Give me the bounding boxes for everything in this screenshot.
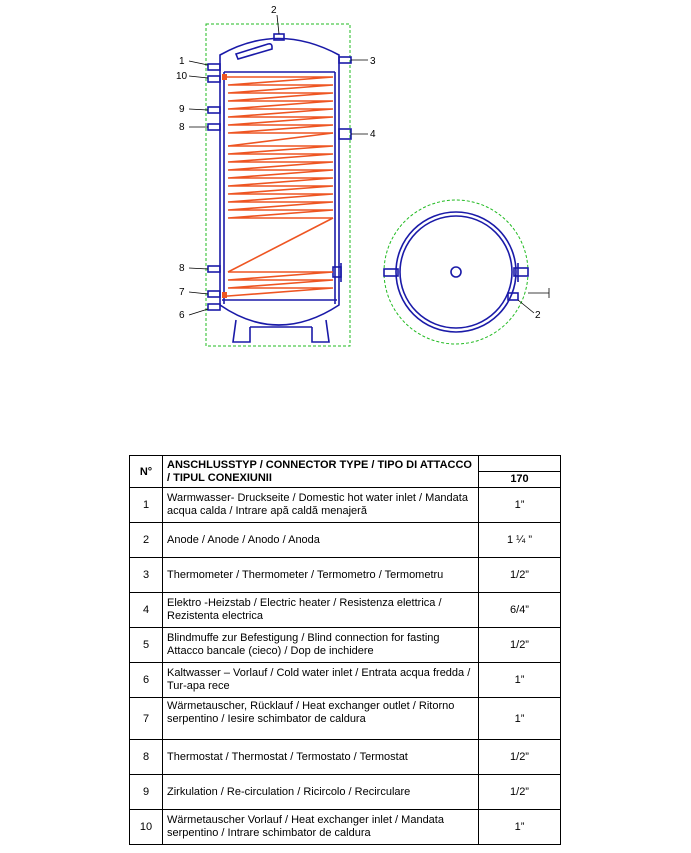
row-type: Elektro -Heizstab / Electric heater / Resistenza elettrica / Rezistenta electrica <box>163 593 479 628</box>
table-row <box>130 523 561 558</box>
row-number: 1 <box>130 488 163 523</box>
table-row <box>130 810 561 845</box>
row-type: Wärmetauscher, Rücklauf / Heat exchanger outlet / Ritorno serpentino / Iesire schimbator de caldura <box>163 698 479 740</box>
row-type: Thermostat / Thermostat / Termostato / Termostat <box>163 740 479 775</box>
connector-3 <box>339 57 351 63</box>
connector-4 <box>339 129 351 139</box>
row-value: 6/4” <box>479 593 561 628</box>
connector-9 <box>208 107 220 113</box>
row-value: 1” <box>479 698 561 740</box>
row-number: 9 <box>130 775 163 810</box>
callout-6: 6 <box>179 310 185 321</box>
connector-7 <box>208 291 220 297</box>
row-type: Warmwasser- Druckseite / Domestic hot water inlet / Mandata acqua calda / Intrare apă caldă menajeră <box>163 488 479 523</box>
header-connector-type: ANSCHLUSSTYP / CONNECTOR TYPE / TIPO DI ATTACCO / TIPUL CONEXIUNII <box>163 456 479 488</box>
row-value: 1” <box>479 663 561 698</box>
row-number: 3 <box>130 558 163 593</box>
row-type: Anode / Anode / Anodo / Anoda <box>163 523 479 558</box>
row-number: 6 <box>130 663 163 698</box>
row-type: Zirkulation / Re-circulation / Ricircolo / Recirculare <box>163 775 479 810</box>
row-number: 5 <box>130 628 163 663</box>
row-number: 2 <box>130 523 163 558</box>
heat-exchanger-coil <box>222 74 333 298</box>
row-number: 8 <box>130 740 163 775</box>
callout-10: 10 <box>176 71 188 82</box>
callout-3: 3 <box>370 56 376 67</box>
row-value: 1/2” <box>479 628 561 663</box>
row-type: Blindmuffe zur Befestigung / Blind connection for fasting Attacco bancale (cieco) / Dop de inchidere <box>163 628 479 663</box>
connector-10 <box>208 76 220 82</box>
table-row <box>130 558 561 593</box>
table-header-row <box>130 456 561 488</box>
row-number: 7 <box>130 698 163 740</box>
callout-7: 7 <box>179 287 185 298</box>
row-type: Thermometer / Thermometer / Termometro / Termometru <box>163 558 479 593</box>
callout-9: 9 <box>179 104 185 115</box>
top-view-leaders <box>518 288 549 313</box>
callout-8-bottom: 8 <box>179 263 185 274</box>
connector-6 <box>208 304 220 310</box>
callout-4: 4 <box>370 129 376 140</box>
callout-2-top-view: 2 <box>535 310 541 321</box>
row-number: 10 <box>130 810 163 845</box>
connector-1 <box>208 64 220 70</box>
table-row <box>130 740 561 775</box>
connector-8-bottom <box>208 266 220 272</box>
table-row <box>130 593 561 628</box>
callout-1: 1 <box>179 56 185 67</box>
row-value: 1/2” <box>479 740 561 775</box>
boiler-diagram <box>0 0 691 400</box>
header-model-label: 170 <box>510 473 529 485</box>
row-number: 4 <box>130 593 163 628</box>
row-value: 1 ¼ ” <box>479 523 561 558</box>
row-type: Kaltwasser – Vorlauf / Cold water inlet / Entrata acqua fredda / Tur-apa rece <box>163 663 479 698</box>
table-row <box>130 663 561 698</box>
tank-top-view <box>384 212 528 332</box>
row-value: 1” <box>479 810 561 845</box>
header-number: N° <box>130 456 163 488</box>
row-value: 1/2” <box>479 558 561 593</box>
row-value: 1/2” <box>479 775 561 810</box>
connector-8-top <box>208 124 220 130</box>
callout-2: 2 <box>271 5 277 16</box>
connector-table <box>129 455 561 845</box>
table-row <box>130 775 561 810</box>
top-view-boundary <box>384 200 528 344</box>
callout-8-top: 8 <box>179 122 185 133</box>
table-row <box>130 698 561 740</box>
table-row <box>130 628 561 663</box>
row-value: 1” <box>479 488 561 523</box>
table-row <box>130 488 561 523</box>
row-type: Wärmetauscher Vorlauf / Heat exchanger inlet / Mandata serpentino / Intrare schimbator de caldura <box>163 810 479 845</box>
header-model <box>479 456 561 488</box>
